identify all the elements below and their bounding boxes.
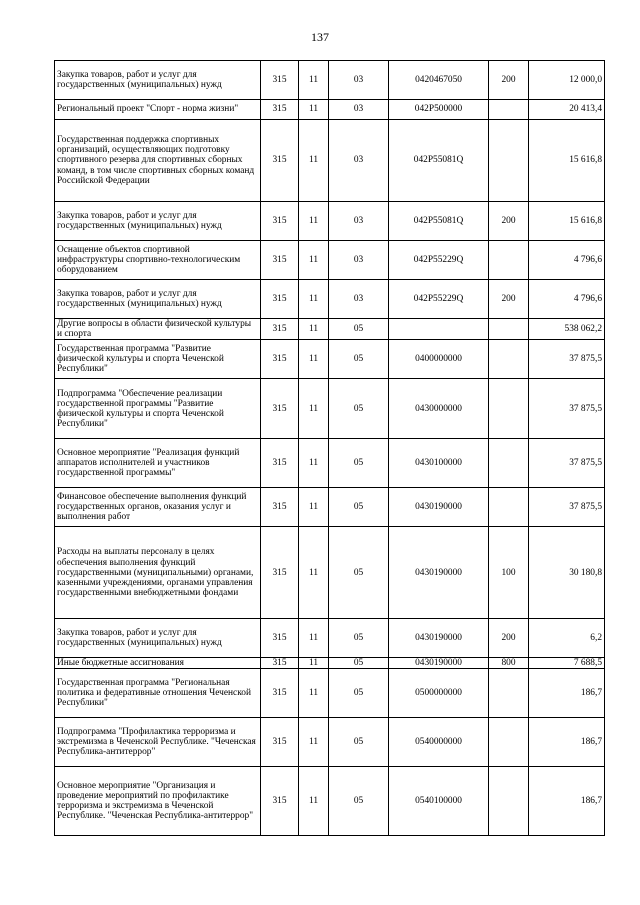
row-ministry-code: 315	[261, 319, 299, 340]
row-section-code: 11	[299, 241, 329, 280]
table-row	[55, 669, 605, 718]
row-name: Оснащение объектов спортивной инфраструктуры спортивно-технологическим оборудованием	[55, 241, 261, 280]
row-subsection-code: 05	[329, 340, 389, 379]
row-subsection-code: 05	[329, 527, 389, 619]
row-target-article-code: 042P55229Q	[389, 241, 489, 280]
row-target-article-code: 042P55081Q	[389, 120, 489, 202]
row-section-code: 11	[299, 340, 329, 379]
row-expense-type-code	[489, 100, 529, 120]
row-amount: 37 875,5	[529, 379, 605, 439]
row-name: Государственная программа "Региональная политика и федеративные отношения Чеченской Республики"	[55, 669, 261, 718]
table-row	[55, 61, 605, 100]
row-amount: 4 796,6	[529, 280, 605, 319]
row-name: Закупка товаров, работ и услуг для государственных (муниципальных) нужд	[55, 280, 261, 319]
row-expense-type-code	[489, 488, 529, 527]
row-ministry-code: 315	[261, 669, 299, 718]
row-expense-type-code	[489, 319, 529, 340]
row-name: Государственная программа "Развитие физической культуры и спорта Чеченской Республики"	[55, 340, 261, 379]
row-ministry-code: 315	[261, 100, 299, 120]
row-amount: 12 000,0	[529, 61, 605, 100]
row-name: Подпрограмма "Профилактика терроризма и экстремизма в Чеченской Республике. "Чеченская Республика-антитеррор"	[55, 718, 261, 767]
row-amount: 186,7	[529, 718, 605, 767]
table-row	[55, 100, 605, 120]
row-section-code: 11	[299, 658, 329, 669]
row-expense-type-code	[489, 718, 529, 767]
row-subsection-code: 05	[329, 767, 389, 836]
row-section-code: 11	[299, 718, 329, 767]
row-expense-type-code: 100	[489, 527, 529, 619]
row-section-code: 11	[299, 379, 329, 439]
row-amount: 186,7	[529, 669, 605, 718]
table-row	[55, 241, 605, 280]
row-target-article-code: 0540100000	[389, 767, 489, 836]
row-section-code: 11	[299, 319, 329, 340]
row-ministry-code: 315	[261, 379, 299, 439]
row-amount: 37 875,5	[529, 488, 605, 527]
row-subsection-code: 03	[329, 202, 389, 241]
row-subsection-code: 05	[329, 669, 389, 718]
row-ministry-code: 315	[261, 280, 299, 319]
row-expense-type-code	[489, 379, 529, 439]
row-subsection-code: 05	[329, 439, 389, 488]
row-subsection-code: 05	[329, 718, 389, 767]
row-name: Подпрограмма "Обеспечение реализации государственной программы "Развитие физической культуры и спорта Чеченской Республики"	[55, 379, 261, 439]
table-row	[55, 488, 605, 527]
row-amount: 37 875,5	[529, 439, 605, 488]
row-section-code: 11	[299, 669, 329, 718]
row-ministry-code: 315	[261, 241, 299, 280]
row-section-code: 11	[299, 61, 329, 100]
row-section-code: 11	[299, 767, 329, 836]
row-amount: 15 616,8	[529, 120, 605, 202]
row-subsection-code: 05	[329, 658, 389, 669]
row-amount: 7 688,5	[529, 658, 605, 669]
budget-table	[54, 60, 605, 836]
row-expense-type-code: 200	[489, 202, 529, 241]
row-section-code: 11	[299, 488, 329, 527]
row-expense-type-code: 200	[489, 61, 529, 100]
row-section-code: 11	[299, 202, 329, 241]
table-row	[55, 340, 605, 379]
row-target-article-code: 0430000000	[389, 379, 489, 439]
row-subsection-code: 05	[329, 319, 389, 340]
row-subsection-code: 03	[329, 61, 389, 100]
row-expense-type-code: 200	[489, 619, 529, 658]
row-ministry-code: 315	[261, 439, 299, 488]
row-target-article-code: 0420467050	[389, 61, 489, 100]
row-target-article-code: 0430190000	[389, 619, 489, 658]
row-name: Финансовое обеспечение выполнения функций государственных органов, оказания услуг и выполнения работ	[55, 488, 261, 527]
table-row	[55, 379, 605, 439]
row-section-code: 11	[299, 280, 329, 319]
row-ministry-code: 315	[261, 488, 299, 527]
row-section-code: 11	[299, 527, 329, 619]
row-target-article-code: 0500000000	[389, 669, 489, 718]
page-number: 137	[311, 30, 329, 44]
row-ministry-code: 315	[261, 527, 299, 619]
row-subsection-code: 05	[329, 488, 389, 527]
budget-table-body	[55, 61, 605, 836]
row-name: Иные бюджетные ассигнования	[55, 658, 261, 669]
row-ministry-code: 315	[261, 61, 299, 100]
row-target-article-code: 042P500000	[389, 100, 489, 120]
row-target-article-code	[389, 319, 489, 340]
row-subsection-code: 03	[329, 280, 389, 319]
table-row	[55, 767, 605, 836]
table-row	[55, 658, 605, 669]
table-row	[55, 319, 605, 340]
row-expense-type-code: 200	[489, 280, 529, 319]
row-ministry-code: 315	[261, 658, 299, 669]
row-name: Основное мероприятие "Реализация функций аппаратов исполнителей и участников государственной программы"	[55, 439, 261, 488]
table-row	[55, 202, 605, 241]
row-name: Закупка товаров, работ и услуг для государственных (муниципальных) нужд	[55, 202, 261, 241]
row-target-article-code: 0430100000	[389, 439, 489, 488]
table-row	[55, 120, 605, 202]
row-amount: 30 180,8	[529, 527, 605, 619]
row-name: Закупка товаров, работ и услуг для государственных (муниципальных) нужд	[55, 61, 261, 100]
row-section-code: 11	[299, 439, 329, 488]
table-row	[55, 718, 605, 767]
row-subsection-code: 03	[329, 120, 389, 202]
row-ministry-code: 315	[261, 202, 299, 241]
table-row	[55, 619, 605, 658]
row-subsection-code: 05	[329, 379, 389, 439]
row-amount: 538 062,2	[529, 319, 605, 340]
row-name: Основное мероприятие "Организация и проведение мероприятий по профилактике терроризма и экстремизма в Чеченской Республике. "Чеченская Республика-антитеррор"	[55, 767, 261, 836]
row-subsection-code: 03	[329, 100, 389, 120]
row-target-article-code: 0430190000	[389, 658, 489, 669]
row-amount: 37 875,5	[529, 340, 605, 379]
row-expense-type-code	[489, 439, 529, 488]
row-target-article-code: 0540000000	[389, 718, 489, 767]
row-amount: 20 413,4	[529, 100, 605, 120]
row-target-article-code: 0430190000	[389, 527, 489, 619]
table-row	[55, 280, 605, 319]
row-section-code: 11	[299, 120, 329, 202]
row-section-code: 11	[299, 100, 329, 120]
row-expense-type-code	[489, 340, 529, 379]
row-ministry-code: 315	[261, 767, 299, 836]
row-amount: 15 616,8	[529, 202, 605, 241]
row-name: Другие вопросы в области физической культуры и спорта	[55, 319, 261, 340]
row-subsection-code: 03	[329, 241, 389, 280]
table-row	[55, 527, 605, 619]
row-name: Государственная поддержка спортивных организаций, осуществляющих подготовку спортивного резерва для спортивных сборных команд, в том числе спортивных сборных команд Российской Федерации	[55, 120, 261, 202]
row-ministry-code: 315	[261, 340, 299, 379]
row-section-code: 11	[299, 619, 329, 658]
row-expense-type-code	[489, 241, 529, 280]
row-ministry-code: 315	[261, 718, 299, 767]
row-expense-type-code	[489, 669, 529, 718]
row-target-article-code: 0400000000	[389, 340, 489, 379]
row-name: Региональный проект "Спорт - норма жизни"	[55, 100, 261, 120]
row-amount: 4 796,6	[529, 241, 605, 280]
row-ministry-code: 315	[261, 619, 299, 658]
row-ministry-code: 315	[261, 120, 299, 202]
row-target-article-code: 0430190000	[389, 488, 489, 527]
row-target-article-code: 042P55229Q	[389, 280, 489, 319]
row-subsection-code: 05	[329, 619, 389, 658]
row-amount: 186,7	[529, 767, 605, 836]
row-amount: 6,2	[529, 619, 605, 658]
row-expense-type-code: 800	[489, 658, 529, 669]
row-name: Расходы на выплаты персоналу в целях обеспечения выполнения функций государственными (муниципальными) органами, казенными учреждениями, органами управления государственными внебюджетными фондами	[55, 527, 261, 619]
table-row	[55, 439, 605, 488]
row-name: Закупка товаров, работ и услуг для государственных (муниципальных) нужд	[55, 619, 261, 658]
row-target-article-code: 042P55081Q	[389, 202, 489, 241]
row-expense-type-code	[489, 767, 529, 836]
row-expense-type-code	[489, 120, 529, 202]
